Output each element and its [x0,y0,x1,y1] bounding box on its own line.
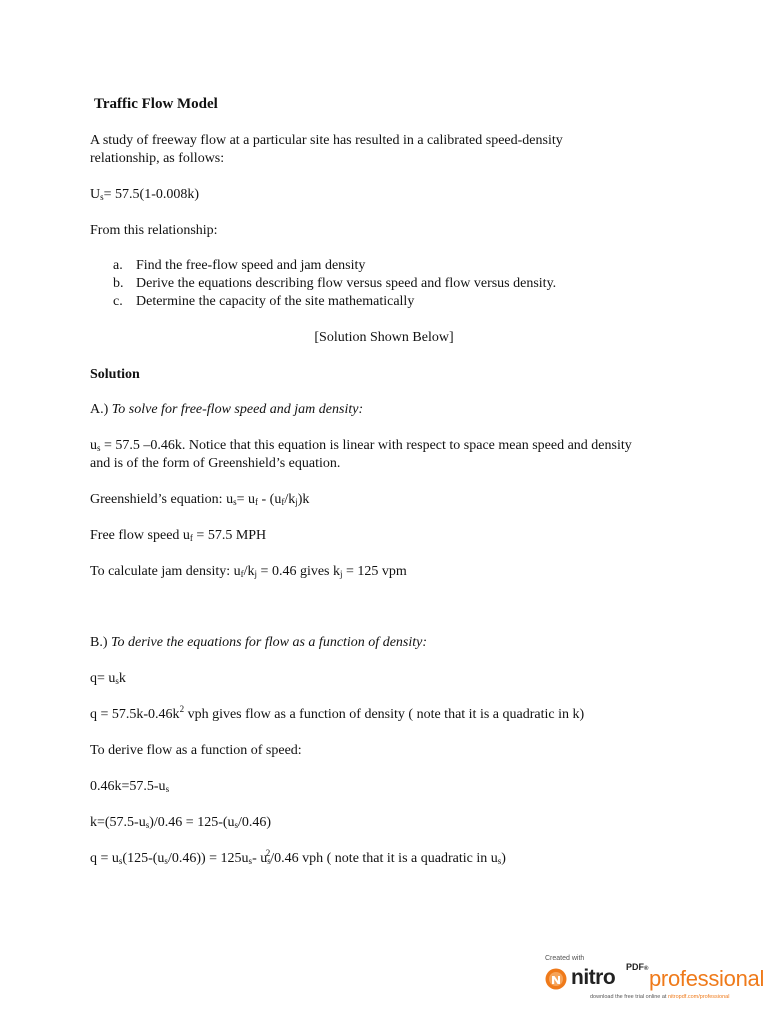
pdf-superscript: PDF® [626,962,649,972]
part-b-heading: B.) To derive the equations for flow as a function of density: [90,635,428,650]
nitro-wordmark: nitro [571,966,616,989]
intro-line-2: relationship, as follows: [90,151,225,166]
part-a-equation-line-1: $u_s = 57.5$ –0.46k. Notice that this equation is linear with respect to space mean speed and density [90,438,632,453]
solution-heading: Solution [90,367,140,382]
jam-density: To calculate jam density: $u_f/k_j = 0.46$ gives $k_j = 125$ vpm [90,564,407,579]
logo-tagline: download the free trial online at nitropdf.com/professional [590,994,730,1000]
derivation-step-2: $k=(57.5-u_s)/0.46 = 125-(u_s/0.46)$ [90,815,272,830]
derivation-step-1: $0.46k=57.5-u_s$ [90,779,170,794]
part-a-equation-line-2: and is of the form of Greenshield’s equation. [90,456,341,471]
flow-speed-intro: To derive flow as a function of speed: [90,743,302,758]
free-flow-speed: Free flow speed $u_f = 57.5$ MPH [90,528,267,543]
from-relationship-text: From this relationship: [90,223,218,238]
professional-wordmark: professional [649,966,765,991]
flow-speed-equation: $q = u_s(125-(u_s/0.46)) = 125u_s-$ $u_s^2/0.46$ vph ( note that it is a quadratic in $u_s$) [90,848,506,866]
nitro-flame-icon [545,968,567,990]
page-title: Traffic Flow Model [94,96,218,112]
task-item-c: c. Determine the capacity of the site mathematically [113,294,415,309]
task-item-a: a. Find the free-flow speed and jam density [113,258,366,273]
main-equation: $U_s= 57.5(1-0.008k)$ [90,187,200,202]
part-a-heading: A.) To solve for free-flow speed and jam density: [90,402,364,417]
flow-definition: $q= u_sk$ [90,671,126,686]
nitro-pdf-logo [545,955,765,1005]
flow-density-equation: $q = 57.5k-0.46k^2$ vph gives flow as a function of density ( note that it is a quadratic in k) [90,704,585,722]
solution-note: [Solution Shown Below] [314,330,454,345]
task-item-b: b. Derive the equations describing flow versus speed and flow versus density. [113,276,557,291]
greenshield-equation: Greenshield’s equation: $u_s= u_f - (u_f/k_j)k$ [90,492,310,507]
created-with-text: Created with [545,955,585,962]
intro-line-1: A study of freeway flow at a particular site has resulted in a calibrated speed-density [90,133,563,148]
